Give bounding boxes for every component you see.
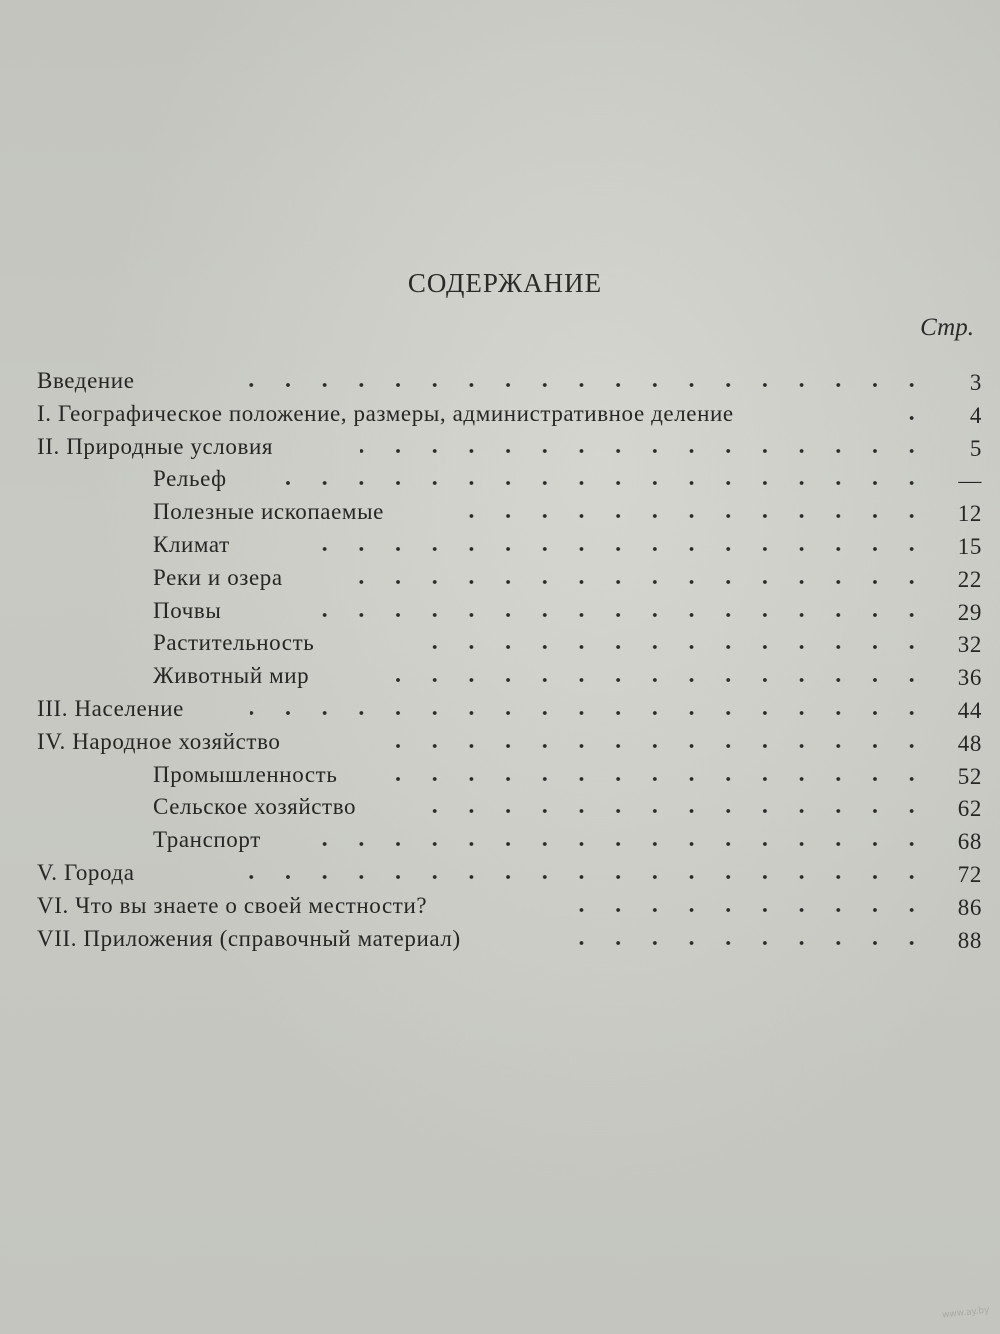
leader-dots [230,870,930,884]
toc-entry-page: 52 [957,763,982,789]
toc-entry-label: V. Города [37,859,135,885]
toc-entry [0,432,1000,465]
leader-dots [375,772,930,786]
leader-dots [410,804,930,818]
toc-entry-label: Введение [37,368,135,393]
toc-entry-page: 29 [957,599,982,625]
toc-entry-label: IV. Народное хозяйство [37,728,281,754]
leader-dots [365,739,930,753]
toc-entry-page: 15 [957,533,982,559]
leader-dots [560,936,930,950]
toc-entry-label: Почвы [153,597,222,623]
leader-dots [300,608,930,622]
page-title: СОДЕРЖАНИЕ [407,268,603,298]
toc-entry-page: 36 [957,665,982,691]
leader-dots [905,411,930,425]
toc-entry [0,891,1000,924]
toc-entry [0,628,1000,661]
toc-entry [0,858,1000,891]
leader-dots [350,575,930,589]
toc-entry-label: Растительность [153,630,315,656]
toc-entry [0,530,1000,563]
toc-entry-page: 62 [957,796,982,822]
toc-entry-label: Сельское хозяйство [153,794,357,820]
toc-entry [0,924,1000,957]
leader-dots [240,378,930,392]
toc-entry [0,596,1000,629]
toc-entry [0,727,1000,760]
toc-entry-page: 48 [957,730,982,756]
toc-entry-page: 44 [957,697,982,723]
toc-entry-page: 22 [957,566,982,592]
toc-entry-label: Транспорт [153,827,261,853]
leader-dots [300,542,930,556]
leader-dots [460,509,930,523]
leader-dots [400,640,930,654]
leader-dots [280,476,930,490]
toc-entry [0,792,1000,825]
toc-entry-page: 86 [957,894,982,920]
toc-entry-page: 72 [957,861,982,887]
toc-entry-label: VII. Приложения (справочный материал) [37,925,461,951]
toc-entry [0,497,1000,530]
leader-dots [560,903,930,917]
table-of-contents [0,366,1000,956]
toc-entry-label: I. Географическое положение, размеры, административное деление [37,400,734,426]
leader-dots [390,673,930,687]
toc-entry [0,825,1000,858]
toc-entry-label: Полезные ископаемые [153,499,384,525]
toc-entry-label: VI. Что вы знаете о своей местности? [37,892,428,918]
watermark: www.ay.by [942,1305,991,1321]
toc-entry-page: — [958,468,982,494]
toc-entry-page: 12 [957,501,982,527]
toc-entry-label: Климат [153,531,230,557]
toc-entry-page: 88 [957,927,982,953]
toc-entry-page: 68 [957,829,982,855]
toc-entry-page: 32 [957,632,982,658]
toc-entry-page: 4 [969,402,982,428]
toc-entry [0,464,1000,497]
toc-entry-label: Рельеф [153,466,227,492]
toc-entry [0,563,1000,596]
toc-entry [0,661,1000,694]
toc-entry-label: Реки и озера [153,564,283,590]
toc-entry [0,694,1000,727]
toc-entry-label: II. Природные условия [37,433,274,459]
leader-dots [360,444,930,458]
page-column-label: Стр. [920,314,974,341]
toc-entry-page: 5 [969,435,982,461]
toc-entry [0,760,1000,793]
toc-entry-page: 3 [969,370,982,395]
toc-entry-label: Промышленность [153,761,338,787]
toc-entry-label: III. Население [37,695,184,721]
leader-dots [250,706,930,720]
toc-entry [0,399,1000,432]
toc-entry [0,366,1000,399]
leader-dots [300,837,930,851]
toc-entry-label: Животный мир [153,663,310,689]
